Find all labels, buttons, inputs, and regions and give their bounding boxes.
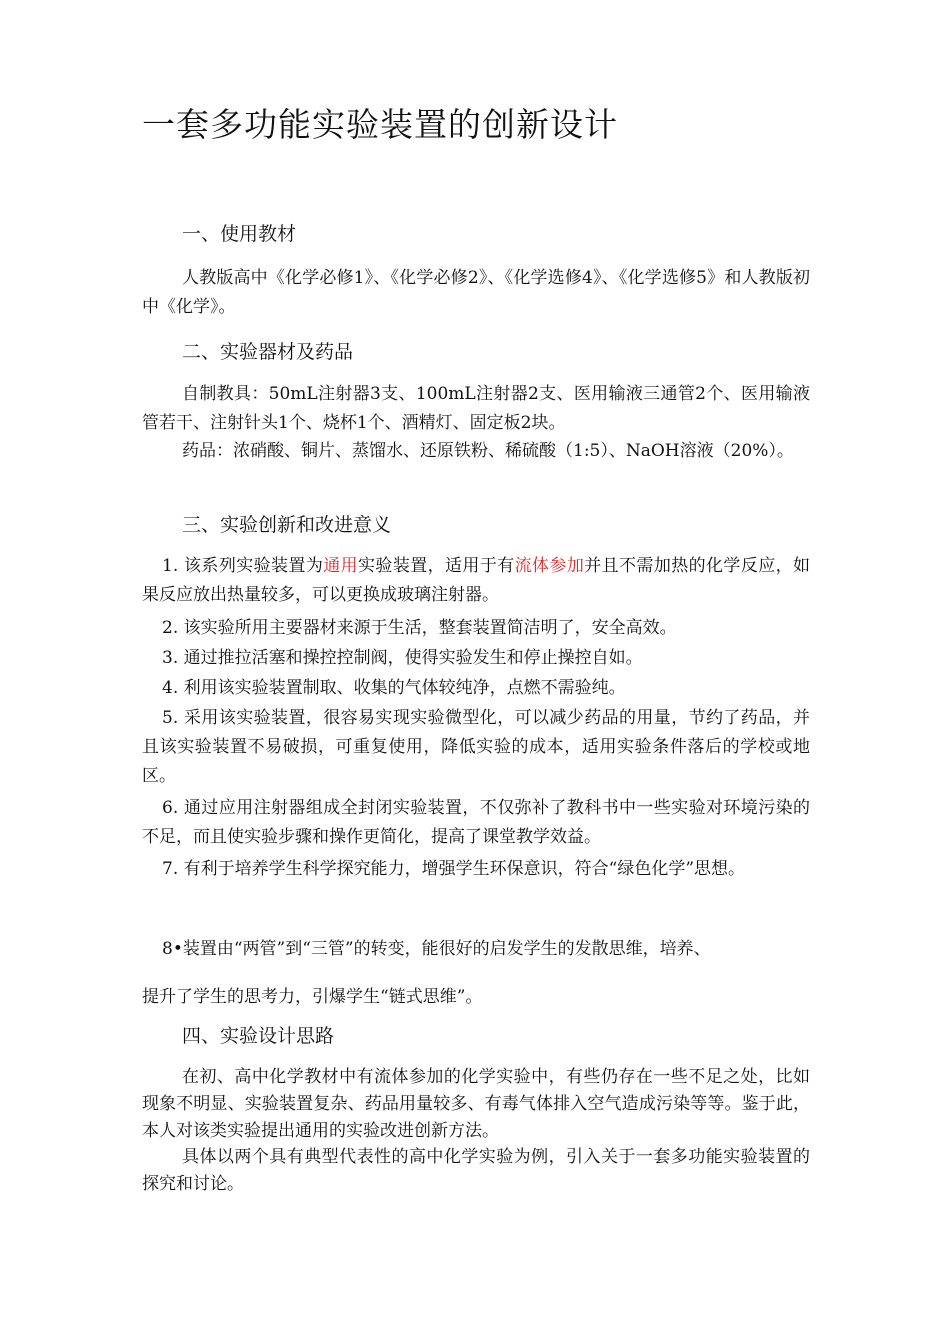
significance-item-7: 7. 有利于培养学生科学探究能力，增强学生环保意识，符合“绿色化学”思想。 — [162, 859, 746, 879]
item-1-highlight-fluid: 流体参加 — [514, 556, 585, 576]
significance-item-3: 3. 通过推拉活塞和操控控制阀，使得实验发生和停止操控自如。 — [162, 648, 643, 668]
significance-item-6: 6. 通过应用注射器组成全封闭实验装置，不仅弥补了教科书中一些实验对环境污染的不足，而且使实验步骤和操作更简化，提高了课堂教学效益。 — [142, 798, 810, 847]
item-1-highlight-general: 通用 — [323, 556, 359, 576]
significance-item-8-line-1: 8•装置由“两管”到“三管”的转变，能很好的启发学生的发散思维，培养、 — [162, 939, 711, 959]
section-heading-equipment: 二、实验器材及药品 — [182, 341, 354, 363]
significance-item-2: 2. 该实验所用主要器材来源于生活，整套装置简洁明了，安全高效。 — [162, 618, 677, 638]
design-paragraph-2: 具体以两个具有典型代表性的高中化学实验为例，引入关于一套多功能实验装置的探究和讨论。 — [142, 1147, 810, 1194]
significance-item-4: 4. 利用该实验装置制取、收集的气体较纯净，点燃不需验纯。 — [162, 678, 626, 698]
item-1-text-a: 1. 该系列实验装置为 — [162, 556, 324, 576]
significance-item-8-line-2: 提升了学生的思考力，引爆学生“链式思维”。 — [142, 987, 483, 1007]
section-heading-significance: 三、实验创新和改进意义 — [182, 514, 392, 536]
item-1-text-c: 实验装置，适用于有 — [358, 556, 515, 576]
section-heading-materials: 一、使用教材 — [182, 223, 297, 245]
design-paragraph-1: 在初、高中化学教材中有流体参加的化学实验中，有些仍存在一些不足之处，比如现象不明显、实验装置复杂、药品用量较多、有毒气体排入空气造成污染等等。鉴于此，本人对该类实验提出通用的实验改进创新方法。 — [142, 1067, 810, 1141]
significance-item-5: 5. 采用该实验装置，很容易实现实验微型化，可以减少药品的用量，节约了药品，并且该实验装置不易破损，可重复使用，降低实验的成本，适用实验条件落后的学校或地区。 — [142, 708, 810, 786]
equipment-paragraph: 自制教具：50mL注射器3支、100mL注射器2支、医用输液三通管2个、医用输液管若干、注射针头1个、烧杯1个、酒精灯、固定板2块。 — [142, 384, 810, 433]
item-1-text-e: 并且不需加热的化学反应，如果反应放出热量较多，可以更换成玻璃注射器。 — [142, 556, 811, 605]
section-heading-design: 四、实验设计思路 — [182, 1025, 335, 1047]
document-title: 一套多功能实验装置的创新设计 — [142, 105, 618, 144]
textbook-paragraph: 人教版高中《化学必修1》、《化学必修2》、《化学选修4》、《化学选修5》和人教版初中《化学》。 — [142, 268, 810, 317]
reagents-paragraph: 药品：浓硝酸、铜片、蒸馏水、还原铁粉、稀硫酸（1:5）、NaOH溶液（20%）。 — [182, 441, 794, 461]
significance-item-1 — [142, 552, 810, 610]
